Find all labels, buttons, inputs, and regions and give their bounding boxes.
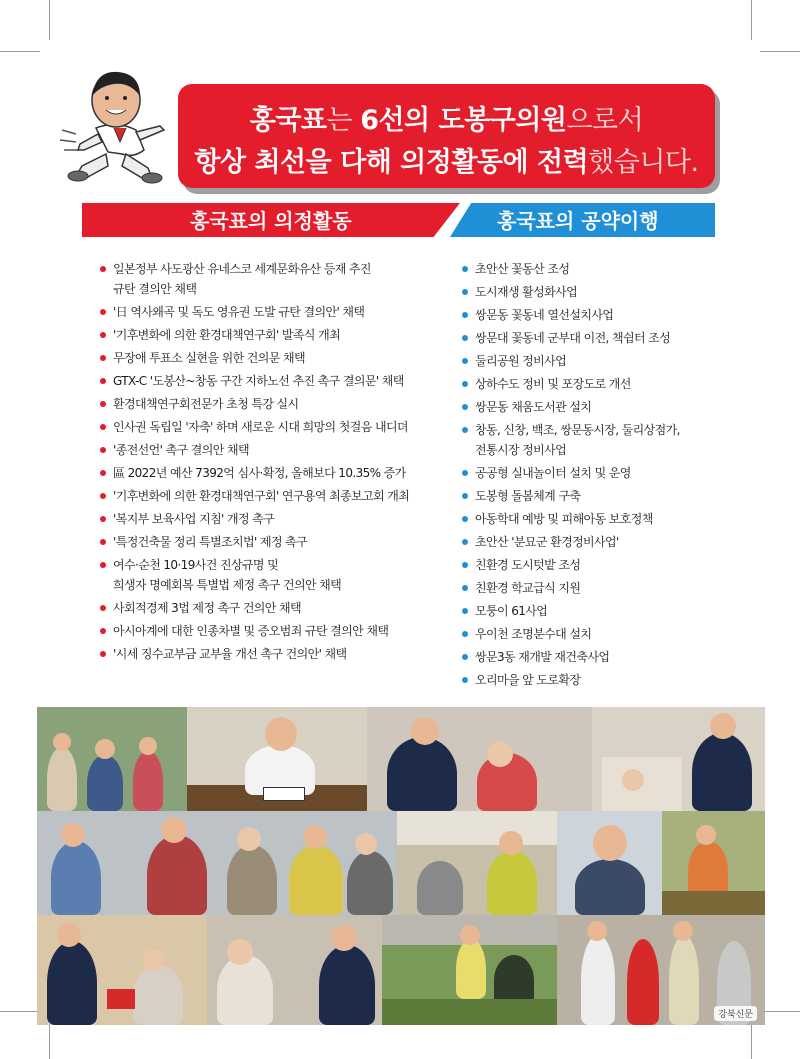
activitie-item — [100, 371, 409, 391]
item-text: '종전선언' 촉구 결의안 채택 — [113, 443, 249, 457]
item-text: 우이천 조명분수대 설치 — [475, 627, 592, 641]
headline-line-1 — [178, 98, 715, 137]
photo-senior-meeting — [37, 811, 397, 915]
item-text: 區 2022년 예산 7392억 심사·확정, 올해보다 10.35% 증가 — [113, 466, 406, 480]
headline-suffix: 으로서 — [566, 105, 644, 136]
activitie-item — [100, 621, 409, 641]
crop-mark — [49, 1020, 50, 1059]
pledge-item — [462, 397, 680, 417]
mascot-illustration — [56, 70, 176, 188]
item-text: 모퉁이 61사업 — [475, 604, 548, 618]
activitie-item — [100, 440, 409, 460]
activitie-item — [100, 259, 409, 299]
pledge-item — [462, 351, 680, 371]
activitie-item — [100, 394, 409, 414]
crop-mark — [49, 0, 50, 40]
item-text: 쌍문3동 재개발 재건축사업 — [475, 650, 610, 664]
pledge-item — [462, 282, 680, 302]
photo-field-work — [662, 811, 765, 915]
activitie-item — [100, 325, 409, 345]
item-text: 쌍문동 채움도서관 설치 — [475, 400, 592, 414]
item-text-continued: 희생자 명예회복 특별법 제정 촉구 건의안 채택 — [113, 578, 342, 592]
photo-smiling-portrait — [557, 811, 662, 915]
item-text: '복지부 보육사업 지침' 개정 촉구 — [113, 512, 275, 526]
crop-mark — [751, 1020, 752, 1059]
item-text: 초안산 꽃동산 조성 — [475, 262, 570, 276]
photo-council-desk — [187, 707, 367, 811]
item-text: 인사권 독립일 '자축' 하며 새로운 시대 희망의 첫걸음 내디뎌 — [113, 420, 408, 434]
photo-bedside-visit — [592, 707, 765, 811]
item-text: 쌍문동 꽃동네 열선설치사업 — [475, 308, 614, 322]
pledge-item — [462, 328, 680, 348]
item-text-continued: 전통시장 정비사업 — [475, 443, 567, 457]
activitie-item — [100, 417, 409, 437]
photo-children-group — [37, 707, 187, 811]
activitie-item — [100, 302, 409, 322]
pledge-item — [462, 647, 680, 667]
pledge-item — [462, 670, 680, 690]
item-text: 도시재생 활성화사업 — [475, 285, 578, 299]
item-text: '日 역사왜곡 및 독도 영유권 도발 규탄 결의안' 채택 — [113, 305, 365, 319]
item-text: 무장애 투표소 실현을 위한 건의문 채택 — [113, 351, 305, 365]
headline-name: 홍국표 — [249, 105, 327, 136]
item-text: 아동학대 예방 및 피해아동 보호정책 — [475, 512, 653, 526]
pledge-item — [462, 555, 680, 575]
activitie-item — [100, 598, 409, 618]
item-text: 오리마을 앞 도로확장 — [475, 673, 581, 687]
item-text: 둘리공원 정비사업 — [475, 354, 567, 368]
headline-particle: 는 — [326, 105, 361, 136]
pledge-item — [462, 374, 680, 394]
item-text: GTX-C '도봉산~창동 구간 지하노선 추진 촉구 결의문' 채택 — [113, 374, 404, 388]
item-text: 도봉형 돌봄체계 구축 — [475, 489, 581, 503]
pledge-item — [462, 486, 680, 506]
item-text: 초안산 '분묘군 환경정비사업' — [475, 535, 619, 549]
pledge-item — [462, 578, 680, 598]
activitie-item — [100, 644, 409, 664]
headline-line-2 — [178, 140, 715, 179]
activitie-item — [100, 348, 409, 368]
activitie-item — [100, 486, 409, 506]
headline-role: 도봉구의원 — [438, 105, 567, 136]
activities-header-title: 홍국표의 의정활동 — [190, 209, 352, 233]
item-text: '기후변화에 의한 환경대책연구회' 연구용역 최종보고회 개최 — [113, 489, 410, 503]
item-text: 친환경 도시텃밭 조성 — [475, 558, 581, 572]
item-text-continued: 규탄 결의안 채택 — [113, 282, 197, 296]
pledges-list — [462, 259, 680, 693]
item-text: 환경대책연구회전문가 초청 특강 실시 — [113, 397, 299, 411]
pledge-item — [462, 259, 680, 279]
photo-garden-harvest — [382, 915, 557, 1025]
item-text: 아시아계에 대한 인종차별 및 증오범죄 규탄 결의안 채택 — [113, 624, 389, 638]
pledge-item — [462, 532, 680, 552]
photo-elderly-visit — [367, 707, 592, 811]
headline-banner — [178, 84, 715, 188]
item-text: 일본정부 사도광산 유네스코 세계문화유산 등재 추진 — [113, 262, 371, 276]
crop-mark — [760, 1011, 800, 1012]
pledge-item — [462, 624, 680, 644]
crop-mark — [760, 51, 800, 52]
headline-term: 6선의 — [360, 105, 439, 136]
headline-statement: 항상 최선을 다해 의정활동에 전력 — [194, 147, 589, 178]
headline-ending: 했습니다. — [588, 147, 699, 178]
item-text: 여수·순천 10·19사건 진상규명 및 — [113, 558, 279, 572]
activitie-item — [100, 509, 409, 529]
activitie-item — [100, 532, 409, 552]
item-text: 창동, 신창, 백조, 쌍문동시장, 둘리상점가, — [475, 423, 680, 437]
activities-list — [100, 259, 409, 667]
photo-office-visit — [397, 811, 557, 915]
item-text: 친환경 학교급식 지원 — [475, 581, 581, 595]
photo-handshake — [37, 915, 207, 1025]
photo-collage — [37, 707, 765, 1025]
activitie-item — [100, 463, 409, 483]
pledge-item — [462, 305, 680, 325]
photo-credit: 강북신문 — [714, 1006, 757, 1021]
photo-laughing-seniors — [207, 915, 382, 1025]
crop-mark — [0, 1011, 40, 1012]
item-text: 상하수도 정비 및 포장도로 개선 — [475, 377, 631, 391]
item-text: 공공형 실내놀이터 설치 및 운영 — [475, 466, 631, 480]
item-text: 쌍문대 꽃동네 군부대 이전, 책쉼터 조성 — [475, 331, 671, 345]
crop-mark — [751, 0, 752, 40]
item-text: '특정건축물 정리 특별조치법' 제정 촉구 — [113, 535, 308, 549]
activitie-item — [100, 555, 409, 595]
pledges-header-title: 홍국표의 공약이행 — [497, 209, 659, 233]
pledge-item — [462, 463, 680, 483]
pledge-item — [462, 509, 680, 529]
item-text: '기후변화에 의한 환경대책연구회' 발족식 개최 — [113, 328, 341, 342]
crop-mark — [0, 51, 40, 52]
pledge-item — [462, 601, 680, 621]
pledge-item — [462, 420, 680, 460]
item-text: '시세 징수교부금 교부율 개선 촉구 건의안' 채택 — [113, 647, 347, 661]
item-text: 사회적경제 3법 제정 촉구 건의안 채택 — [113, 601, 301, 615]
